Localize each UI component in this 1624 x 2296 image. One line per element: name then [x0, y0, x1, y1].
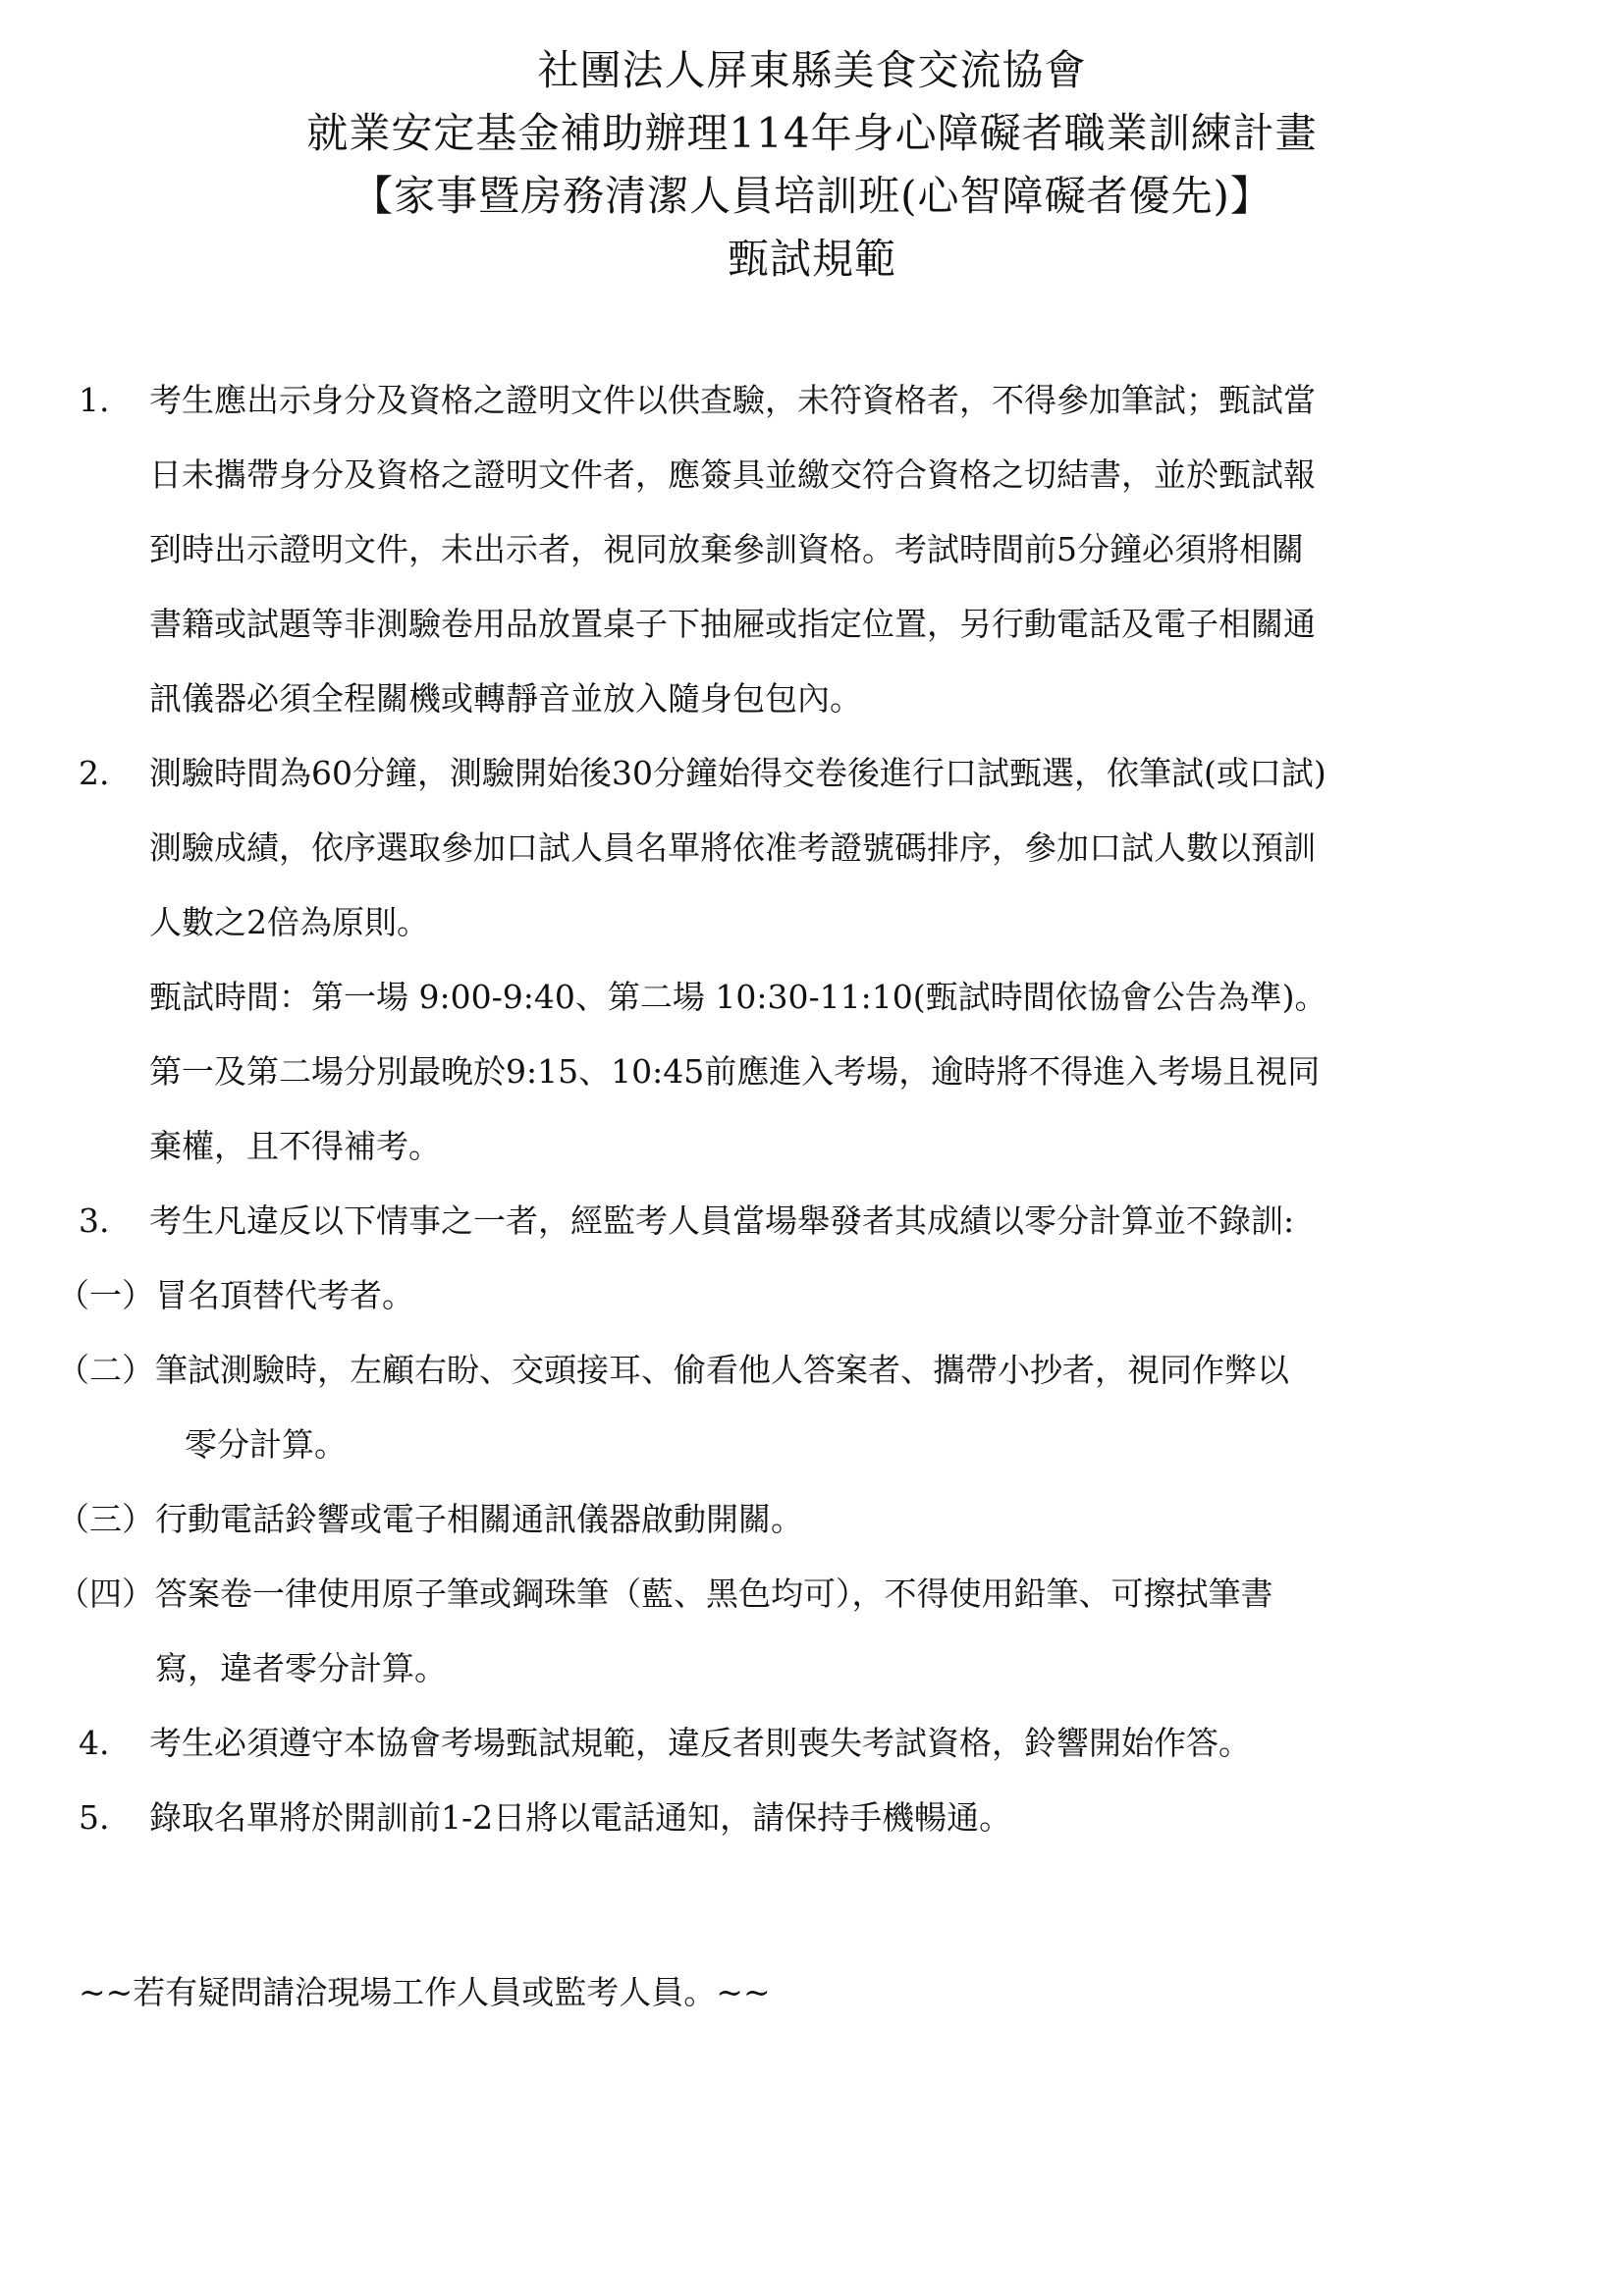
rule-line: 測驗成績，依序選取參加口試人員名單將依准考證號碼排序，參加口試人數以預訓 — [149, 828, 1316, 867]
sub-number: （四） — [57, 1575, 154, 1613]
sub-number: （三） — [57, 1500, 154, 1538]
sub-item-1 — [57, 1258, 1551, 1333]
organization-name: 社團法人屏東縣美食交流協會 — [537, 46, 1087, 94]
sub-item-3 — [57, 1482, 1551, 1557]
rule-number: 2. — [79, 754, 110, 792]
rule-item-1 — [79, 363, 1551, 736]
sub-line: 寫，違者零分計算。 — [155, 1649, 447, 1687]
footer-note: ~~若有疑問請洽現場工作人員或監考人員。~~ — [79, 1973, 771, 2011]
rule-number: 3. — [79, 1201, 110, 1240]
document-header — [0, 39, 1624, 291]
document-title: 甄試規範 — [727, 235, 896, 283]
sub-line: 冒名頂替代考者。 — [155, 1276, 414, 1314]
schedule-line: 甄試時間：第一場 9:00-9:40、第二場 10:30-11:10(甄試時間依協會公告為準)。 — [149, 978, 1327, 1016]
course-title: 【家事暨房務清潔人員培訓班(心智障礙者優先)】 — [352, 172, 1272, 220]
sub-number: （二） — [57, 1351, 154, 1389]
sub-line: 零分計算。 — [185, 1425, 347, 1464]
sub-item-2 — [57, 1333, 1551, 1482]
schedule-line: 棄權，且不得補考。 — [149, 1127, 441, 1165]
sub-item-4 — [57, 1557, 1551, 1706]
exam-schedule — [79, 960, 1551, 1184]
rule-number: 1. — [79, 381, 110, 419]
rules-list — [57, 363, 1551, 1855]
program-title: 就業安定基金補助辦理114年身心障礙者職業訓練計畫 — [306, 109, 1318, 157]
sub-number: （一） — [57, 1276, 154, 1314]
rule-item-5 — [79, 1781, 1551, 1855]
schedule-line: 第一及第二場分別最晚於9:15、10:45前應進入考場，逾時將不得進入考場且視同 — [149, 1052, 1321, 1091]
rule-number: 4. — [79, 1724, 110, 1762]
rule-line: 測驗時間為60分鐘，測驗開始後30分鐘始得交卷後進行口試甄選，依筆試(或口試) — [149, 754, 1326, 792]
rule-line: 到時出示證明文件，未出示者，視同放棄參訓資格。考試時間前5分鐘必須將相關 — [149, 530, 1304, 568]
rule-line: 錄取名單將於開訓前1-2日將以電話通知，請保持手機暢通。 — [149, 1798, 1012, 1837]
rule-line: 訊儀器必須全程關機或轉靜音並放入隨身包包內。 — [149, 679, 862, 718]
sub-line: 行動電話鈴響或電子相關通訊儀器啟動開關。 — [155, 1500, 803, 1538]
rule-item-2 — [79, 736, 1551, 960]
sub-line: 答案卷一律使用原子筆或鋼珠筆（藍、黑色均可），不得使用鉛筆、可擦拭筆書 — [155, 1575, 1273, 1613]
rule-item-3 — [79, 1184, 1551, 1258]
rule-item-4 — [79, 1706, 1551, 1781]
sub-line: 筆試測驗時，左顧右盼、交頭接耳、偷看他人答案者、攜帶小抄者，視同作弊以 — [155, 1351, 1289, 1389]
rule-line: 考生應出示身分及資格之證明文件以供查驗，未符資格者，不得參加筆試；甄試當 — [149, 381, 1316, 419]
rule-line: 人數之2倍為原則。 — [149, 903, 429, 941]
rule-line: 考生凡違反以下情事之一者，經監考人員當場舉發者其成績以零分計算並不錄訓: — [149, 1201, 1295, 1240]
rule-line: 書籍或試題等非測驗卷用品放置桌子下抽屜或指定位置，另行動電話及電子相關通 — [149, 605, 1316, 643]
rule-line: 考生必須遵守本協會考場甄試規範，違反者則喪失考試資格，鈴響開始作答。 — [149, 1724, 1251, 1762]
rule-number: 5. — [79, 1798, 110, 1837]
rule-line: 日未攜帶身分及資格之證明文件者，應簽具並繳交符合資格之切結書，並於甄試報 — [149, 455, 1316, 494]
